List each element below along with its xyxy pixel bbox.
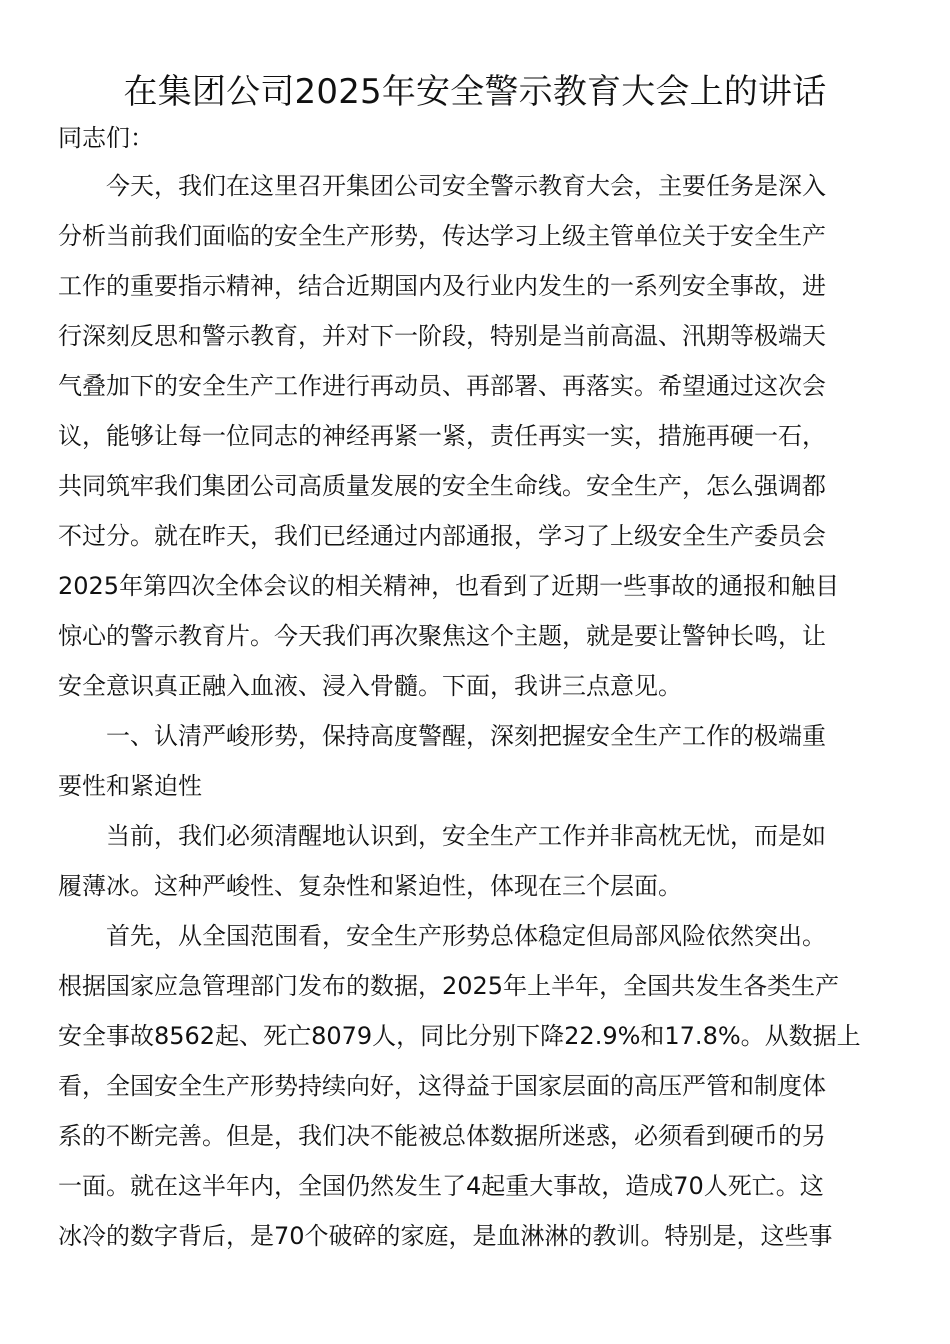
paragraph-line: 气叠加下的安全生产工作进行再动员、再部署、再落实。希望通过这次会 xyxy=(58,372,826,400)
paragraph-line: 安全意识真正融入血液、浸入骨髓。下面，我讲三点意见。 xyxy=(58,672,682,700)
paragraph-line: 一面。就在这半年内，全国仍然发生了4起重大事故，造成70人死亡。这 xyxy=(58,1172,824,1200)
section-heading-line: 一、认清严峻形势，保持高度警醒，深刻把握安全生产工作的极端重 xyxy=(106,722,826,750)
salutation: 同志们： xyxy=(58,124,154,152)
paragraph-line: 分析当前我们面临的安全生产形势，传达学习上级主管单位关于安全生产 xyxy=(58,222,826,250)
paragraph-line: 议，能够让每一位同志的神经再紧一紧，责任再实一实，措施再硬一石， xyxy=(58,422,826,450)
paragraph-line: 看，全国安全生产形势持续向好，这得益于国家层面的高压严管和制度体 xyxy=(58,1072,826,1100)
paragraph-line: 行深刻反思和警示教育，并对下一阶段，特别是当前高温、汛期等极端天 xyxy=(58,322,826,350)
paragraph-line: 当前，我们必须清醒地认识到，安全生产工作并非高枕无忧，而是如 xyxy=(106,822,826,850)
paragraph-line: 惊心的警示教育片。今天我们再次聚焦这个主题，就是要让警钟长鸣，让 xyxy=(58,622,826,650)
paragraph-line: 履薄冰。这种严峻性、复杂性和紧迫性，体现在三个层面。 xyxy=(58,872,682,900)
paragraph-line: 根据国家应急管理部门发布的数据，2025年上半年，全国共发生各类生产 xyxy=(58,972,840,1000)
section-heading-line: 要性和紧迫性 xyxy=(58,772,202,800)
paragraph-line: 冰冷的数字背后，是70个破碎的家庭，是血淋淋的教训。特别是，这些事 xyxy=(58,1222,833,1250)
paragraph-line: 首先，从全国范围看，安全生产形势总体稳定但局部风险依然突出。 xyxy=(106,922,826,950)
paragraph-line: 系的不断完善。但是，我们决不能被总体数据所迷惑，必须看到硬币的另 xyxy=(58,1122,826,1150)
paragraph-line: 安全事故8562起、死亡8079人，同比分别下降22.9%和17.8%。从数据上 xyxy=(58,1022,861,1050)
paragraph-line: 共同筑牢我们集团公司高质量发展的安全生命线。安全生产，怎么强调都 xyxy=(58,472,826,500)
document-title: 在集团公司2025年安全警示教育大会上的讲话 xyxy=(123,72,827,112)
paragraph-line: 不过分。就在昨天，我们已经通过内部通报，学习了上级安全生产委员会 xyxy=(58,522,826,550)
paragraph-line: 今天，我们在这里召开集团公司安全警示教育大会，主要任务是深入 xyxy=(106,172,826,200)
paragraph-line: 工作的重要指示精神，结合近期国内及行业内发生的一系列安全事故，进 xyxy=(58,272,826,300)
paragraph-line: 2025年第四次全体会议的相关精神，也看到了近期一些事故的通报和触目 xyxy=(58,572,840,600)
